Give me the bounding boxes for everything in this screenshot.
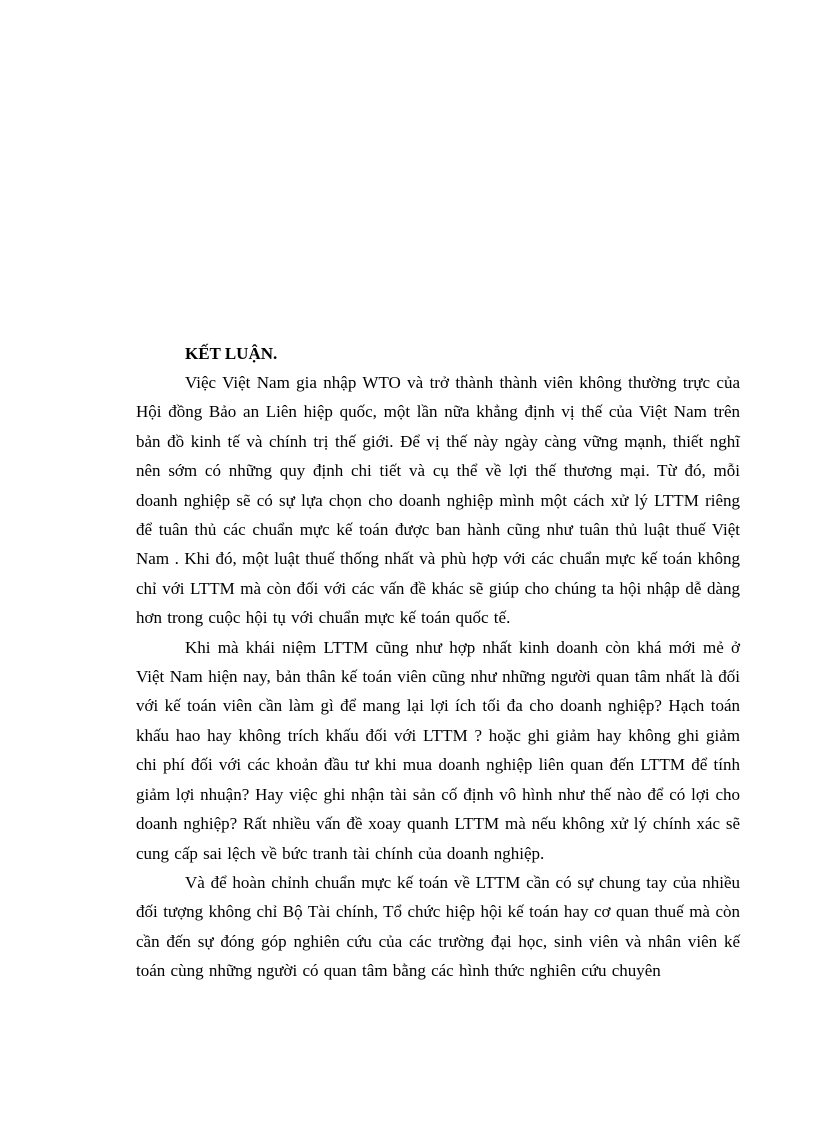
document-body [136, 339, 740, 986]
paragraph-3: Và để hoàn chỉnh chuẩn mực kế toán về LTTM cần có sự chung tay của nhiều đối tượng không chỉ Bộ Tài chính, Tổ chức hiệp hội kế toán hay cơ quan thuế mà còn cần đến sự đóng góp nghiên cứu của các trường đại học, sinh viên và nhân viên kế toán cùng những người có quan tâm bằng các hình thức nghiên cứu chuyên [136, 872, 740, 981]
paragraph-1: Việc Việt Nam gia nhập WTO và trở thành thành viên không thường trực của Hội đồng Bảo an Liên hiệp quốc, một lần nữa khẳng định vị thế của Việt Nam trên bản đồ kinh tế và chính trị thế giới. Để vị thế này ngày càng vững mạnh, thiết nghĩ nên sớm có những quy định chi tiết và cụ thể về lợi thế thương mại. Từ đó, mỗi doanh nghiệp sẽ có sự lựa chọn cho doanh nghiệp mình một cách xử lý LTTM riêng để tuân thủ các chuẩn mực kế toán được ban hành cũng như tuân thủ luật thuế Việt Nam . Khi đó, một luật thuế thống nhất và phù hợp với các chuẩn mực kế toán không chỉ với LTTM mà còn đối với các vấn đề khác sẽ giúp cho chúng ta hội nhập dễ dàng hơn trong cuộc hội tụ với chuẩn mực kế toán quốc tế. [136, 373, 740, 628]
section-heading: KẾT LUẬN. [185, 344, 278, 363]
paragraph-2: Khi mà khái niệm LTTM cũng như hợp nhất kinh doanh còn khá mới mẻ ở Việt Nam hiện nay, bản thân kế toán viên cũng như những người quan tâm nhất là đối với kế toán viên cần làm gì để mang lại lợi ích tối đa cho doanh nghiệp? Hạch toán khấu hao hay không trích khấu đối với LTTM ? hoặc ghi giảm hay không ghi giảm chi phí đối với các khoản đầu tư khi mua doanh nghiệp liên quan đến LTTM để tính giảm lợi nhuận? Hay việc ghi nhận tài sản cố định vô hình như thế nào để có lợi cho doanh nghiệp? Rất nhiều vấn đề xoay quanh LTTM mà nếu không xử lý chính xác sẽ cung cấp sai lệch về bức tranh tài chính của doanh nghiệp. [136, 637, 740, 863]
